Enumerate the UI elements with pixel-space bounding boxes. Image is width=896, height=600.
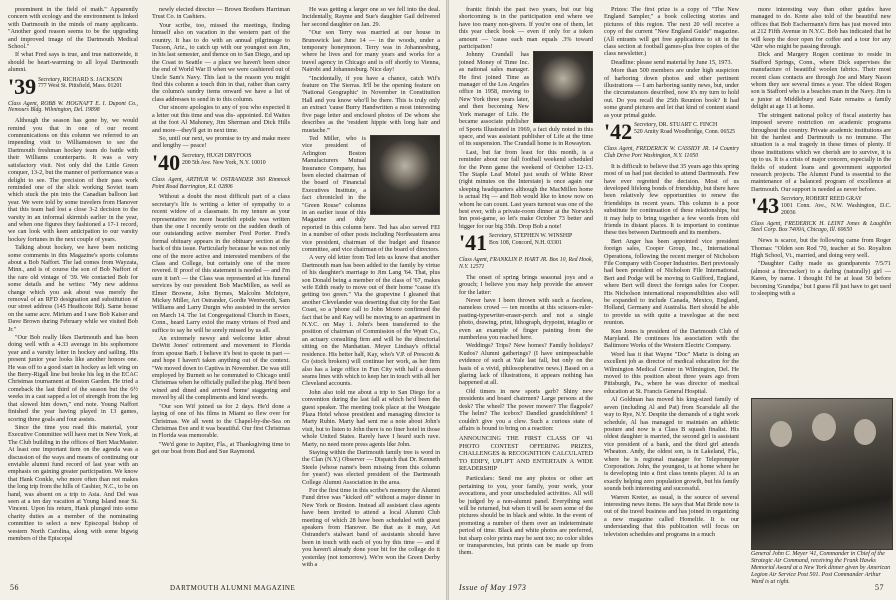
class-heading-40 [152,149,290,175]
paragraph: A very old letter from Ted lets us know that another Dartmouth man has been added to the family by virtue of his daughter's marriage to Jim Lang '64. That, plus son Donald being a member of the class of '67, makes wife Edith ready to move out of their home "cause it's getting too green." Via the grapevine I gleaned that another Clevelander was deserting that city for the East Coast, so a 'phone call to John Moore confirmed the fact that he and Kay will be moving to an apartment in N.Y.C. on May 1. John's been transferred to the position of chairman of Commission of the Wyatt Co., an actuary consulting firm and will be the directorial sitting on the Manhattan. Meyer Lindsay's official residence. His better half, Kay, who's V.P. of Prescott & Co (stock brokers) will continue her work, as her firm also has a large office in Fun City with half a dozen seams lines with which to keep her in touch with all her Cleveland accounts. [302,254,440,388]
class-agent: Class Agent, ARTHUR W. OSTRANDER 360 Rimmock Point Road Barrington, R.I. 02806 [152,176,290,190]
secretary-info: Secretary, ROBERT REED GRAY 1001 Conn. Ave., N.W. Washington, D.C. 20036 [781,196,891,216]
secretary-info: Secretary, HUGH DRYFOOS 200 5th Ave. New York, N.Y. 10010 [182,152,266,166]
paragraph: "Incidentally, if you have a chance, catch Wif's feature on The Sierras. It'll be the opening feature on 'National Geographic' in November in Constitution Hall and you know who'll be there. This is truly only an extract 'cause Burry Handwritten a most interesting five page letter and enclosed photos of De whom she describes as the 'resident hippie with long hair and mustache.'" [302,74,440,134]
left-column-3 [302,6,440,570]
right-column-1 [459,6,593,574]
class-agent: Class Agent, FREDERICK W. CASSIDY JR. 14 Country Club Drive Port Washington, N.Y. 11050 [604,146,739,159]
paragraph: He was getting a larger one so we fell into the deal. Incidentally, Rayme and Sue's daughter Gail delivered her second daughter on Jan. 29. [302,6,440,28]
right-page [449,0,896,600]
paragraph: "We'd gone to Jupiter, Fla., at Thanksgiving time to get our boat from Bud and Sue Raymond. [152,440,290,456]
page-number: 57 [875,583,884,592]
portrait-photo-johnny-crandall [533,51,593,123]
paragraph: Since the time you read this material, your Executive Committee will have met in New York, at The Club building in the offices of Bert MacMaster. At least one important item on the agenda was a discussion of the ways and means of continuing our enviable alumni fund record of last year with an emphasis on gaining greater participation. We know that Hank Conkle, who more often than not makes the long trip from the hills of Cashier, N.C., to be on hand, was absent on a trip to Asia. And Del was seen at a ten day vacation at Young Island near St. Vincent. Upon his return, Hank plunged into some charity duties as a member of the nominating committee to select a new Episcopal bishop of western North Carolina, along with some bigwig members of the Episcopal [8,423,138,542]
paragraph: Talking about hockey, we have been noticing some comments in this Magazine's sports columns about a Bob Naffort. The lad comes from Wayzata, Minn., and is of course the son of Bob Naffort of the rare old vintage of '39. We contacted Bob for some details and he writes: "My new address change which you ask about was merely the removal of an RFD designation and substitution of our street address (145 Heathcote Rd). Same house on the same acre. Mirium and I saw Bob Kaiser and Dave Brown during February while we visited Bob Jr." [8,244,138,333]
left-page [0,0,446,600]
secretary-info: Secretary, DR. STUART C. FINCH 520 Amity Road Woodbridge, Conn. 06525 [634,122,736,135]
class-heading-39 [8,73,138,99]
class-heading-43 [751,193,891,219]
paragraph: "Our son Terry was married at our house in Brunswick last June 14 — in the woods, under a temporary honeymoon. Terry was in Johannesburg, where he lives and for many years and works for a travel agency in Chicago and is off shortly to Vienna, Nairobi and Johannesburg. Nice day! [302,29,440,74]
person-head [770,421,792,447]
person-head [812,413,836,441]
page-number: 56 [10,583,19,592]
issue-label: Issue of May 1973 [459,583,527,592]
paragraph: Prizes: The first prize is a copy of "The New England Sampler," a book collecting stories and pictures of this region. The next 20 will receive a copy of the current "New England Guide" magazine. (All entrants will get free applications to sit in the class section at football games-plus free copies of the class newsletter.) [604,6,739,58]
paragraph: If what Fred says is true, and true nationwide, it should be heart-warming to all loyal Dartmouth alumni. [8,51,138,74]
paragraph: "Our son Wif joined us for 2 days. He'd done a laying of one of his films in Miami so flew over for Christmas. We all went to the Chapel-by-the-Sea on Christmas Eve and it was beautiful. Our first Christmas in Florida was memorable. [152,402,290,440]
left-column-2 [152,6,290,570]
paragraph: It is difficult to believe that 35 years ago this spring most of us had just decided to attend Dartmouth. Few have ever regretted the decision. Most of us developed lifelong bonds of friendship, but there have been relatively few opportunities to renew the friendships in recent years. This column is a poor substitute for continuation of these relationships, but it may help to bring together a few words from old friends in distant places. It is important to continue these ties between Dartmouth and its members. [604,162,739,237]
class-year: '43 [751,193,780,219]
paragraph: Last, but far from least for this month, is a reminder about our fall football weekend scheduled for the Penn game the weekend of October 12-13. The Staple Leaf Motel just south of White River (right minutes on the Interstate) is once again our sleeping headquarters although the MacMillen home is actual Hq — and Bob would like to know now on whom he can count. Last years turnout was one of the best ever, with a private-room dinner at the Norwich Inn post-game, so let's make October 73 better and bigger for our big 35th. Drop Bob a note! [459,148,593,230]
paragraph: An extremely newsy and welcome letter about DeWitt Jones' retirement and movement to Florida from spouse Barb. I believe it's best to quote in part — and hope I haven't taken anything out of the context. "We moved down to Captiva in November. De was still employed by Burnett so he commuted to Chicago until Christmas when he officially pulled the plug. He'd been wined and dined and arrived 'home' staggering and moved by all the compliments and kind words. [152,335,290,402]
class-year: '42 [604,119,633,145]
paragraph: Never have I been thrown with such a faceless, nameless crowd — ten months at this scissors-ruler-pasting-typewriter-eraser-perch and not a single photo, drawing, print, lithograph, drypoint, intaglio or even an example of finger painting from the numberless you reached here. [459,297,593,342]
paragraph: Staying within the Dartmouth family tree is word in the Clan (N.Y.) Observer — Dispatch that Dr. Kenneth Steele (whose name's been missing from this column for years!) was elected president of the Dartmouth College Alumni Association in the area. [302,448,440,486]
award-ceremony-photo [751,398,893,550]
paragraph: preeminent in the field of math." Apparently concern with ecology and the environment is linked with Dartmouth in the minds of many applicants. "Another good reason seems to be the upgrading and improved image of the Dartmouth Medical School." [8,6,138,51]
paragraph: Al Goldman has moved his king-sized family of seven (including Al and Pat) from Scarsdale all the way to Rye, N.Y. Despite the demands of a tight work schedule, Al has managed to maintain an athletic posture and now is a Class B squash finalist. His oldest daughter is married, the second girl is assistant vice president of a bank, and the third girl attends Wheaton. Andy, the oldest son, is in Lakeland, Fla., where he is regional manager for Teleprompter Corporation. John, the youngest, is at home where he is developing into a first class tennis player. Al is an exactly helping zero population growth, but his family sounds both interesting and successful. [604,396,739,493]
portrait-photo-ted-miller [370,135,440,215]
paragraph: Weddings? Trips? New homes? Family holidays? Kudos? Alumni gatherings? (I have unimpeachable evidence of such at Yale last fall, but only on the basis of a vivid, philosopherative news.) Based on a glaring lack of illustrations, it appears nothing has happened at all. [459,342,593,387]
paragraph: Warren Kreter, as usual, is the source of several interesting news items. He says that Mat Bride now is out of the travel business and has joined in organizing a new magazine called Homelife. It is our understanding that this publication will focus on television schedules and programs in a much [604,493,739,538]
class-year: '40 [152,149,181,175]
photo-contest-announcement: ANNOUNCING THE FIRST CLASS OF '41 PHOTO CONTEST OFFERING PRIZES, CHALLENGES & RECOGNITION CALCULATED TO EDIFY, UPLIFT AND ENTERTAIN A WIDE READERSHIP [459,435,593,472]
class-agent: Class Agent, ROBB W. HOGNAFT E. I. Dupont Co., Nemours Bldg. Wilmington, Del. 19898 [8,100,138,114]
paragraph: Word has it that Wayne "Doc" Martz is doing an excellent job as director of medical education for the Wilmington Medical Center in Wilmington, Del. He moved to this position about three years ago from Pittsburgh, Pa., where he was director of medical education at St. Francis General Hospital. [604,350,739,395]
paragraph: Bert Anger has been appointed vice president foreign sales, Cooper Group, Inc., International Operations, following the recent merger of Nicholson File Company with Cooper Industries. Bert previously had been president of Nicholson File International. Bert and Podge will be moving to Guilford, England, where Bert will direct the foreign sales for Cooper. His Nicholson international responsibilities also will be expanded to include Canada, Mexico, England, Holland, Germany and Australia. Bert should be able to provide us with quite a travelogue at the next reunion. [604,237,739,327]
paragraph: "Daughter Cathy made us grandparents 7/5/71 (almost a firecracker) to a darling (naturally) girl — Karen, by name. I thought I'd be at least 50 before becoming 'Grandpa,' but I guess I'll just have to get used to sleeping with a [751,260,891,297]
paragraph: more interesting way than other guides have managed to do. Krete also told of the beautiful new offices that Bob Eschermann's firm has just moved into at 212 Fifth Avenue in N.Y.C. Bob has indicated that he will keep the door open for coffee and a tour for any '42er who might be passing through. [751,6,891,51]
photo-caption: General John C. Meyer '41, Commander in Chief of the Strategic Air Command, receiving the Frank Hawks Memorial Award at a New York dinner given by American Legion Air Service Post 501. Post Commander Arthur Ward is at right. [751,551,891,585]
paragraph: Particulars: Send me any photos or other art pertaining to you, your family, your work, your avocations, and your unscheduled activities. All will be judged by a non-alumni panel. Everything sent will be returned, but when it will be seen some of the pictures should be in black and white. In the event of promoting a number of them over an indeterminate period of time. Black and white photos are preferred, but sharp color prints may be sent too; no color slides or transparencies, but prints can be made up from them. [459,475,593,557]
paragraph: Without a doubt the most difficult part of a class secretary's life is writing a letter of sympathy to a recent widow of a classmate. In my tenure as your representative no more heartfelt epistle was written than the one I recently wrote on the sudden death of our outstanding active member Fred Porter. Fred's formal obituary appears in the obituary section at the back of this issue. Particularly because he was not only one of the more active and interested members of the Class and College, but certainly one of the more revered. If proof of this statement is needed — and I'm sure it isn't — the Class was represented at his funeral services by our president Bob MacMillen, as well as Elmer Browne, John Byrnes, Malcolm McIntyre, Mickey Miller, Art Ostrander, Gordie Wentworth, Sam Williams and Larry Durgin who assisted in the service on March 14. The 1st Congregational Church in Essex, Conn., heard Larry extol the many virtues of Fred and suffice to say he will be sorely missed by us all. [152,193,290,334]
paragraph: Old timers in new sports garb? Shiny new presidents and board chairmen? Large persons at the desk? The wheel? The power mower? The flagpole? The helm? The icebox? Dandled grandchildren? I couldn't give you a clew. Such a curious state of affairs is bound to bring on a reaction: [459,387,593,432]
class-year: '39 [8,73,37,99]
paragraph: Your scribe, too, missed the meetings, finding himself also on vacation in the western part of the country. It has to do with an annual pilgrimage to Tucson, Ariz., to catch up with our youngest son Jim, in his last semester, and thence on to San Diego, and up the Coast to Seattle — a place we haven't been since the end of World War II when we were cashiered out of Uncle Sam's Navy. This last is the reason you might find this column a touch thin in that, rather than carry the column's sundry items onward we have a list of class addresses to send in to this column. [152,21,290,103]
paragraph: newly elected director — Brown Brothers Harriman Trust Co. in Cashiers. [152,6,290,21]
paragraph: Ken Jones is president of the Dartmouth Club of Maryland. He continues his association with the Baltimore Works of the Western Electric Company. [604,327,739,350]
paragraph: The onset of spring brings seasonal joys and a grouch; I believe you may help provide the answer for the latter: [459,273,593,296]
paragraph: So, until our next, we promise to try and make more and lengthy — peace! [152,134,290,150]
paragraph: Deadline: please send material by June 15, 1973. [611,58,733,66]
paragraph: The stringent national policy of fiscal austerity has imposed severe restriction on academic programs throughout the country. Private academic institutions are hit the hardest and Dartmouth is no immune. The situation is a real tragedy in these times of plenty. If those institutions which we cherish are to survive, it is up to us. It is a crisis of major concern, especially in the fields of student loans and government supported research projects. The Alumni Fund is essential to the maintenance of a balanced program of excellence at Dartmouth. Our support is needed as never before. [751,111,891,193]
paragraph: "Our Bob really likes Dartmouth and has been doing well with a 4.33 average in his sophomore year and a varsity letter in hockey and sailing. His present junior year looks like another honors one. He was off to a good start in hockey as left wing on the Berry-Rigall line but broke his leg in the ECAC Christmas tournament at Boston Garden. He tried a comeback the last third of the season but the 6½ weeks in a cast sapped a lot of strength from the leg that slowed him down," end note. Young Naffort finished the year having played in 13 games, scoring three goals and four assists. [8,334,138,423]
magazine-title: DARTMOUTH ALUMNI MAGAZINE [170,584,296,592]
secretary-info: Secretary, RICHARD S. JACKSON 777 West St. Pittsfield, Mass. 01201 [38,76,123,90]
paragraph: frantic finish the past two years, but our big shortcoming is in the participation end where we have too many non-givers. If you're one of them, let this year check book — even if only for a token amount — 'cause each man equals .3% toward participation! [459,6,593,51]
paragraph: News is scarce, but the following came from Roger Thomas: "Olden son Rod '70, teacher at So. Royalton High School, Vt., married, and doing very well. [751,237,891,259]
paragraph: Although the season has gone by, we would remind you that in one of our recent communications on this column we referred to an impending visit to Williamstown to see the Dartmouth freshman hockey team do battle with their Williams counterparts. It was a very satisfactory visit. Not only did the Little Green conquer, 13-2, but the manner of performance was a delight to see. The precision of their pass work reminded one of the slick working Soviet team which stuck the pin into the Canadian balloon last year. We were told by some travelers from Hanover that this team had lost a close 3-2 decision to the varsity in an informal skirmish earlier in the year, and when one figures they fashioned a 17-1 record, we can look with keen anticipation to our varsity hockey fortunes in the next couple of years. [8,117,138,243]
right-column-2 [604,6,739,574]
class-heading-42 [604,119,739,145]
class-year: '41 [459,230,488,256]
class-agent: Class Agent, FREDERICK H. LEINT Jones & Laughlin Steel Corp. Box 7400A, Chicago, Ill. 60650 [751,220,891,234]
paragraph: Our sincere apologies to any of you who expected it a letter out this time and was dis- appointed. Ed Waites at the foot Al Mahoney, Jim Sherman and Dick Hills and more—they'll get in next time. [152,104,290,134]
paragraph: For the first time in this scribe's memory the Alumni Fund drive was "kicked off" without a major dinner in New York or Boston. Instead all assistant class agents have been invited to attend a local Alumni Club meeting of which 28 have been scheduled with guest speakers from Hanover. Be that as it may, Art Ostrander's stalwart band of assistants should have been in touch with each of you by this time — and if you haven't already done your bit for the college do it yesterday (not tomorrow). We're won the Green Derby with a [302,487,440,569]
paragraph: Dick and Margery Rogen continue to reside in Stafford Springs, Conn., where Dick supervises the manufacture of beautiful woolen fabrics. Their most recent class contacts are through Joe and Mary Nason whom they see several times a year. The oldest Rogen son is Stafford who is a beaches man in the Navy. Jim is a junior at Middlebury and Kate remains a family delight at age 11 at home. [751,51,891,111]
left-column-1 [8,6,138,570]
paragraph: Johnny Crandall has joined Money of Time Inc. as national sales manager. He first joined Time as manager of the Los Angeles office in 1958, moving to New York three years later, and then becoming New York manager of Life. He became associate publisher of Sports Illustrated in 1969, a fact duly noted in this space, and was assistant publisher of Life at the time of its suspension. The Crandall home is in Rowayton. [459,51,593,148]
paragraph: More than 500 members are under high suspicion of harboring down photos and other pertinent illustrations — I am harboring sanity news, but, under the circumstances described, now it's my turn to hold out. Do you recall the 25th Reunion book? It had some grand pictures and let that kind of content stand as your primal guide. [604,67,739,119]
paragraph: Ted Miller, who is vice president of Arlington Boston Manufacturers Mutual Insurance Company, has been elected chairman of the board of Financial Executives Institute, a fact chronicled in the "Green Rouse" columns in an earlier issue of this Magazine and duly reported in this column here. Ted has also served FEI in a number of other posts including Northeastern area vice president, chairman of the budget and finance committee, and vice chairman of the board of directors. [302,134,440,253]
person-head [854,419,876,445]
secretary-info: Secretary, STEPHEN W. WINSHIP Box 108, Concord, N.H. 03301 [489,233,573,246]
class-heading-41 [459,230,593,256]
paragraph: John also told me about a trip to San Diego for a convention during the last fall at which he'd been the guest speaker. The meeting took place at the Westgate Plaza Hotel whose president and managing director is Marty Rubin. Marty had sent me a note about John's visit, but to listen to John there is no finer hotel in those whole United States. Rarely have I heard such rave. Marty, no need more press agents like John. [302,388,440,448]
class-agent: Class Agent, FRANKLIN P. HART JR. Box 10, Red Hook, N.Y. 12571 [459,257,593,270]
